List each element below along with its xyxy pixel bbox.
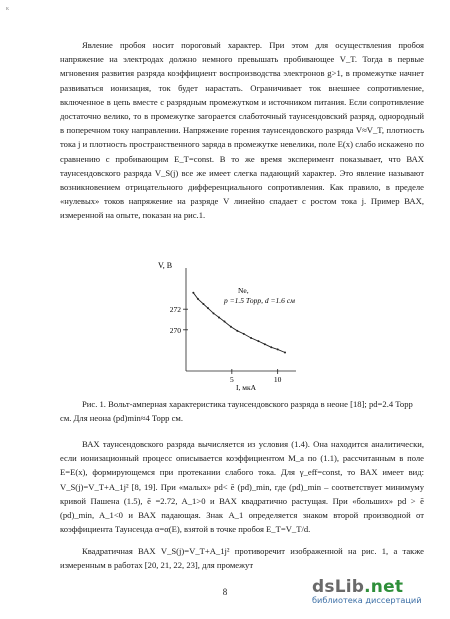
paragraph-3 [60, 437, 424, 536]
x-axis-label: I, мкА [236, 383, 257, 392]
logo-part-2: .net [364, 577, 404, 597]
logo-part-1: dsLib [312, 577, 365, 597]
x-tick-label: 5 [229, 375, 234, 384]
legend-gas: Ne, [238, 286, 249, 295]
vah-chart [158, 246, 318, 396]
paragraph-text: ВАХ таунсендовского разряда вычисляется из условия (1.4). Она находится аналитически, если ионизационный процесс описывается коэффициентом M_a по (1.1), рассчитанным в поле E=E(x), формирующемся при протекании слабого тока. Для γ_eff=const, то ВАХ имеет вид: V_S(j)=V_T+A_1j² [8, 19]. При «малых» pd< ē (pd)_min, где (pd)_min – соответствует минимуму кривой Пашена (1.5), ē =2.72, A_1>0 и ВАХ квадратично растущая. При «больших» pd > ē (pd)_min, A_1<0 и ВАХ падающая. Знак A_1 определяется знаком второй производной от коэффициента Таунсенда α=α(E), взятой в точке пробоя E_T=V_T/d. [60, 439, 424, 535]
corner-mark: к [6, 6, 9, 12]
paragraph-text: Квадратичная ВАХ V_S(j)=V_T+A_1j² противоречит изображенной на рис. 1, а также измеренным в работах [20, 21, 22, 23], для промежут [60, 546, 424, 571]
paragraph-1 [60, 38, 424, 223]
y-axis-label: V, B [158, 261, 173, 270]
paragraph-text: Явление пробоя носит пороговый характер. При этом для осуществления пробоя напряжение на электродах должно немного превышать пробивающее V_T. Тогда в первые мгновения развития разряда коэффициент воспроизводства электронов g>1, в промежутке начнет развиваться ионизация, ток будет нарастать. Ограничивает ток внешнее сопротивление, включенное в цепь вместе с разрядным промежутком и источником питания. Если сопротивление достаточно велико, то в промежутке загорается слаботочный таунсендовский разряд, однородный в поперечном току направлении. Напряжение горения таунсендовского разряда V≈V_T, плотность тока j и плотность пространственного заряда в промежутке невелики, поле E(x) слабо искажено по сравнению с пробивающим E_T=const. В то же время эксперимент показывает, что ВАХ таунсендовского разряда V_S(j) все же имеет слегка падающий характер. Это явление называют возникновением отрицательного дифференциального сопротивления. Как правило, в пределе «нулевых» токов напряжение на разряде V линейно спадает с ростом тока j. Пример ВАХ, измеренной на опыте, показан на рис.1. [60, 40, 424, 221]
legend-params: p =1.5 Торр, d =1.6 см [224, 296, 295, 305]
y-tick-label: 270 [169, 325, 181, 335]
page-number: 8 [222, 587, 228, 597]
x-tick-label: 10 [273, 375, 282, 384]
dslib-watermark[interactable] [312, 577, 440, 611]
paragraph-4 [60, 544, 424, 572]
y-tick-label: 272 [169, 305, 181, 315]
figure-caption: Рис. 1. Вольт-амперная характеристика таунсендовского разряда в неоне [18]; pd=2.4 Торр см. Для неона (pd)min≈4 Торр см. [60, 399, 413, 424]
dslib-tagline: библиотека диссертаций [312, 595, 422, 605]
dslib-logo [312, 577, 440, 597]
